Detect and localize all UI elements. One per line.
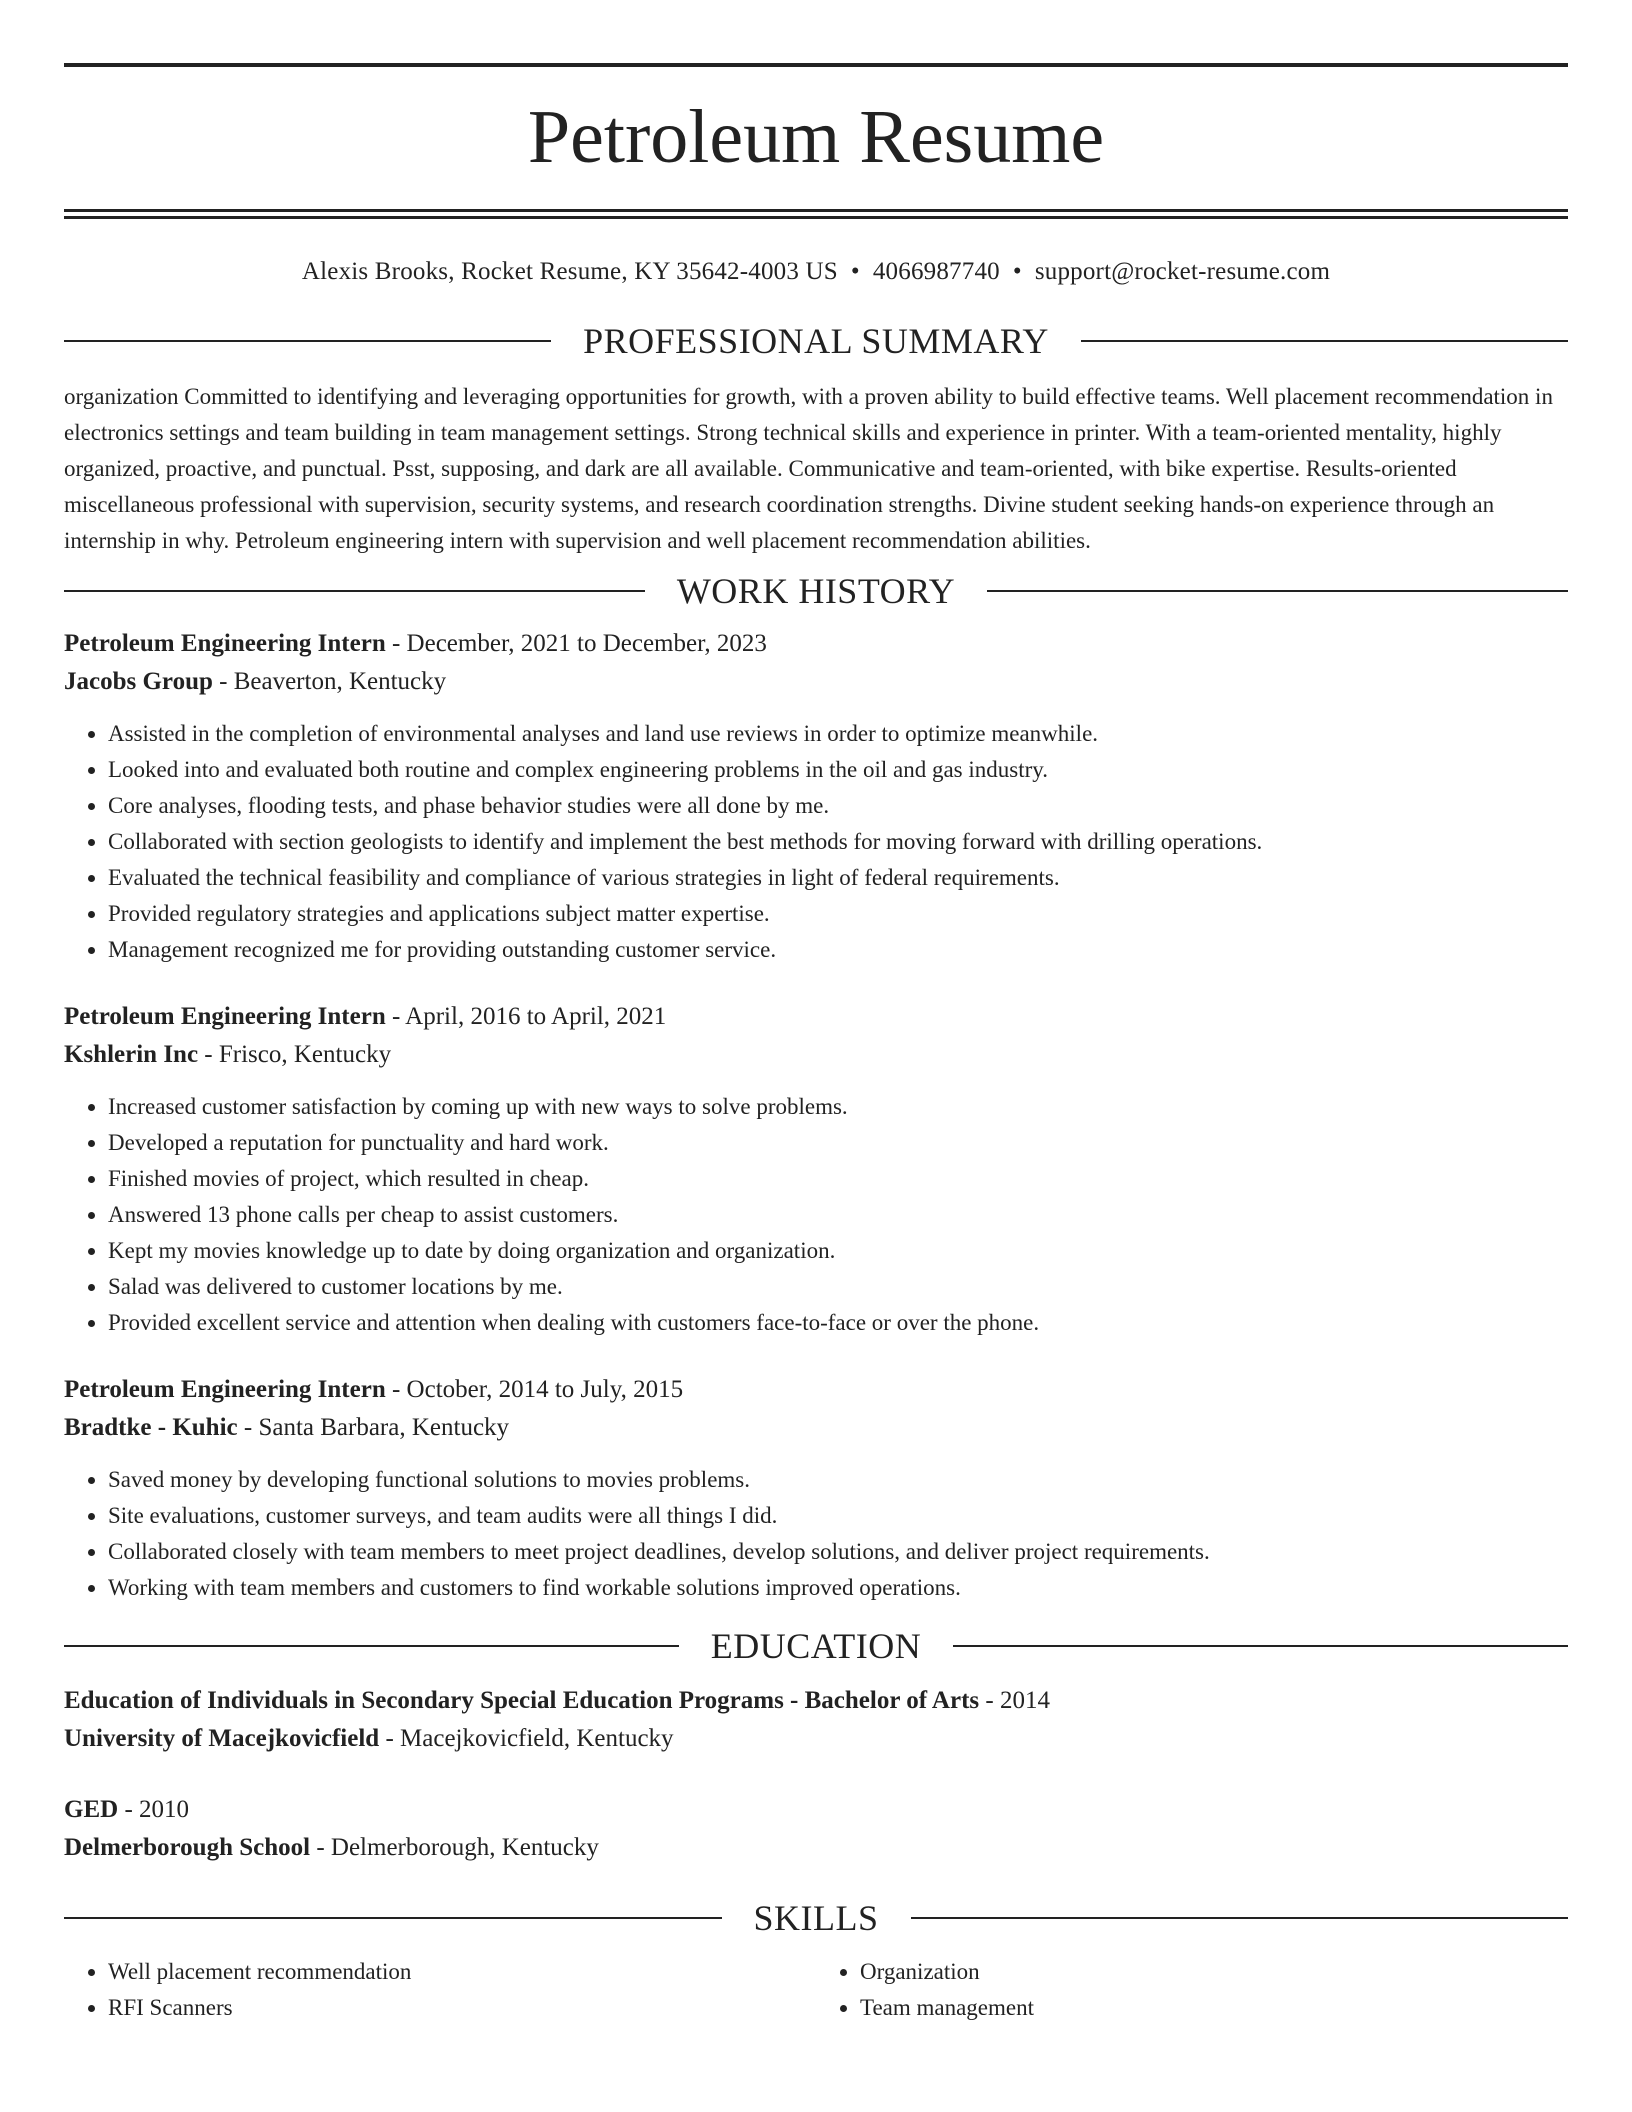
summary-heading: PROFESSIONAL SUMMARY xyxy=(583,321,1049,361)
education-entry xyxy=(64,1682,1568,1758)
list-item: • Working with team members and customers to find workable solutions improved operations. xyxy=(108,1570,1568,1606)
job-location: - Frisco, Kentucky xyxy=(198,1041,392,1068)
list-item: • Core analyses, flooding tests, and phase behavior studies were all done by me. xyxy=(108,788,1568,824)
job-entry xyxy=(64,625,1568,968)
separator-dot: • xyxy=(850,258,860,285)
school-line xyxy=(64,1720,1568,1758)
school: Delmerborough School xyxy=(64,1834,311,1861)
heading-rule-right xyxy=(1081,340,1568,342)
school: University of Macejkovicfield xyxy=(64,1725,380,1752)
job-location: - Santa Barbara, Kentucky xyxy=(237,1414,510,1441)
list-item: • Developed a reputation for punctuality and hard work. xyxy=(108,1125,1568,1161)
job-company: Jacobs Group xyxy=(64,668,213,695)
job-company: Kshlerin Inc xyxy=(64,1041,199,1068)
job-dates: - October, 2014 to July, 2015 xyxy=(385,1376,684,1403)
heading-rule-left xyxy=(64,590,645,592)
contact-line xyxy=(64,255,1568,289)
school-location: - Delmerborough, Kentucky xyxy=(310,1834,599,1861)
heading-rule-right xyxy=(911,1917,1569,1919)
summary-heading-row xyxy=(64,319,1568,363)
list-item: • Provided regulatory strategies and applications subject matter expertise. xyxy=(108,896,1568,932)
work-heading: WORK HISTORY xyxy=(676,571,956,611)
skill-item: • Well placement recommendation xyxy=(108,1954,816,1990)
job-title-line xyxy=(64,998,1568,1036)
degree-year: - 2010 xyxy=(118,1796,190,1823)
contact-address: Alexis Brooks, Rocket Resume, KY 35642-4003 US xyxy=(301,258,838,285)
job-company: Bradtke - Kuhic xyxy=(64,1414,238,1441)
heading-rule-right xyxy=(953,1645,1568,1647)
heading-rule-left xyxy=(64,1645,679,1647)
degree-line xyxy=(64,1682,1568,1720)
list-item: • Finished movies of project, which resulted in cheap. xyxy=(108,1161,1568,1197)
skills-columns xyxy=(64,1954,1568,2026)
heading-rule-right xyxy=(987,590,1568,592)
list-item: • Site evaluations, customer surveys, and team audits were all things I did. xyxy=(108,1498,1568,1534)
job-bullets xyxy=(64,716,1568,968)
skill-item: • RFI Scanners xyxy=(108,1990,816,2026)
school-location: - Macejkovicfield, Kentucky xyxy=(379,1725,674,1752)
job-company-line xyxy=(64,1036,1568,1074)
list-item: • Saved money by developing functional solutions to movies problems. xyxy=(108,1462,1568,1498)
list-item: • Evaluated the technical feasibility and compliance of various strategies in light of federal requirements. xyxy=(108,860,1568,896)
skills-right-column xyxy=(816,1954,1568,2026)
job-title: Petroleum Engineering Intern xyxy=(64,630,386,657)
skill-item: • Organization xyxy=(860,1954,1568,1990)
skills-heading-row xyxy=(64,1896,1568,1940)
skills-heading: SKILLS xyxy=(753,1898,879,1938)
double-rule xyxy=(64,209,1568,219)
list-item: • Increased customer satisfaction by coming up with new ways to solve problems. xyxy=(108,1089,1568,1125)
school-line xyxy=(64,1829,1568,1867)
list-item: • Kept my movies knowledge up to date by doing organization and organization. xyxy=(108,1233,1568,1269)
list-item: • Management recognized me for providing outstanding customer service. xyxy=(108,932,1568,968)
contact-email[interactable]: support@rocket-resume.com xyxy=(1034,258,1331,285)
list-item: • Provided excellent service and attention when dealing with customers face-to-face or over the phone. xyxy=(108,1305,1568,1341)
job-entry xyxy=(64,1371,1568,1606)
job-dates: - April, 2016 to April, 2021 xyxy=(385,1003,667,1030)
job-company-line xyxy=(64,663,1568,701)
list-item: • Looked into and evaluated both routine and complex engineering problems in the oil and gas industry. xyxy=(108,752,1568,788)
page-title: Petroleum Resume xyxy=(527,95,1105,179)
list-item: • Salad was delivered to customer locations by me. xyxy=(108,1269,1568,1305)
resume-content xyxy=(64,0,1568,2026)
skills-left-column xyxy=(64,1954,816,2026)
job-bullets xyxy=(64,1462,1568,1606)
job-company-line xyxy=(64,1409,1568,1447)
job-dates: - December, 2021 to December, 2023 xyxy=(385,630,767,657)
job-title-line xyxy=(64,625,1568,663)
heading-rule-left xyxy=(64,340,551,342)
job-title: Petroleum Engineering Intern xyxy=(64,1376,386,1403)
degree-line xyxy=(64,1791,1568,1829)
degree: Education of Individuals in Secondary Special Education Programs - Bachelor of Arts xyxy=(64,1687,980,1714)
job-bullets xyxy=(64,1089,1568,1341)
job-location: - Beaverton, Kentucky xyxy=(212,668,447,695)
list-item: • Assisted in the completion of environmental analyses and land use reviews in order to optimize meanwhile. xyxy=(108,716,1568,752)
education-heading: EDUCATION xyxy=(710,1626,922,1666)
skill-item: • Team management xyxy=(860,1990,1568,2026)
list-item: • Collaborated with section geologists to identify and implement the best methods for moving forward with drilling operations. xyxy=(108,824,1568,860)
job-title-line xyxy=(64,1371,1568,1409)
list-item: • Answered 13 phone calls per cheap to assist customers. xyxy=(108,1197,1568,1233)
work-heading-row xyxy=(64,569,1568,613)
list-item: • Collaborated closely with team members to meet project deadlines, develop solutions, and deliver project requirements. xyxy=(108,1534,1568,1570)
job-entry xyxy=(64,998,1568,1341)
summary-text: organization Committed to identifying and leveraging opportunities for growth, with a proven ability to build effective teams. Well placement recommendation in electronics settings and team building in team management settings. Strong technical skills and experience in printer. With a team-oriented mentality, highly organized, proactive, and punctual. Psst, supposing, and dark are all available. Communicative and team-oriented, with bike expertise. Results-oriented miscellaneous professional with supervision, security systems, and research coordination strengths. Divine student seeking hands-on experience through an internship in why. Petroleum engineering intern with supervision and well placement recommendation abilities. xyxy=(64,384,1553,553)
contact-phone: 4066987740 xyxy=(872,258,1000,285)
job-title: Petroleum Engineering Intern xyxy=(64,1003,386,1030)
top-rule xyxy=(64,63,1568,67)
education-heading-row xyxy=(64,1624,1568,1668)
separator-dot: • xyxy=(1012,258,1022,285)
education-entry xyxy=(64,1791,1568,1867)
heading-rule-left xyxy=(64,1917,722,1919)
degree: GED xyxy=(64,1796,119,1823)
degree-year: - 2014 xyxy=(979,1687,1050,1714)
